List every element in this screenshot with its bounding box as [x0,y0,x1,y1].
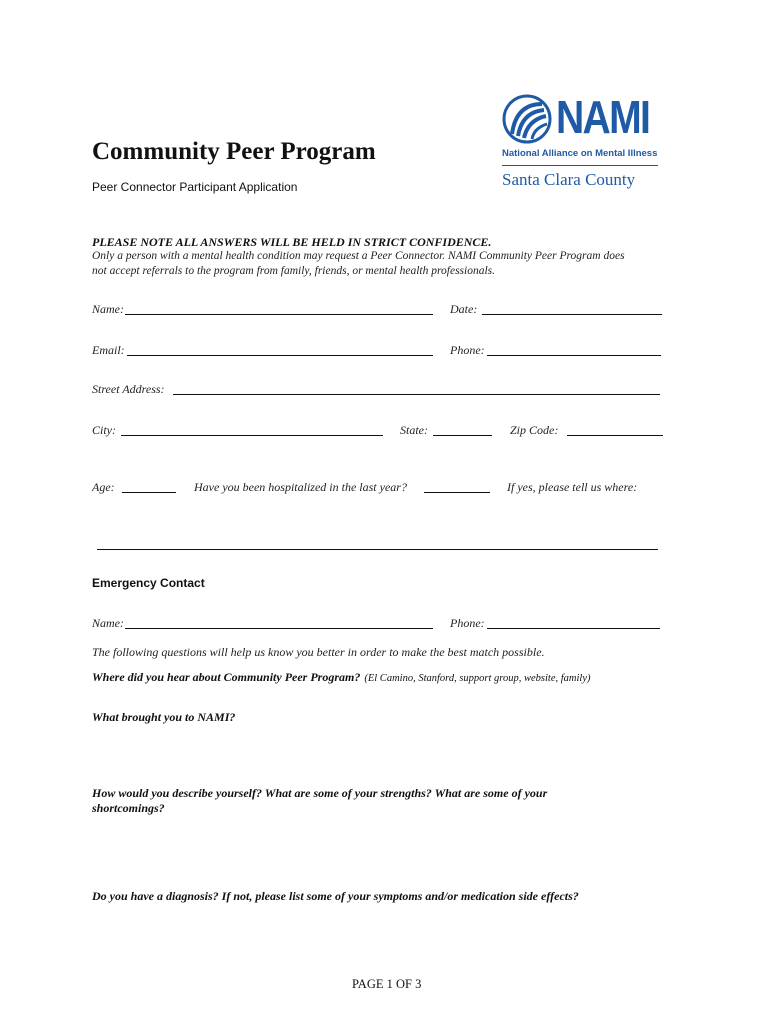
city-field[interactable] [121,435,383,436]
email-field[interactable] [127,355,433,356]
emergency-name-field[interactable] [125,628,433,629]
nami-region: Santa Clara County [502,170,636,189]
hospitalized-field[interactable] [424,492,490,493]
emergency-contact-heading: Emergency Contact [92,576,205,590]
emergency-name-label: Name: [92,616,124,630]
phone-label: Phone: [450,343,485,357]
zip-code-label: Zip Code: [510,423,559,437]
emergency-phone-label: Phone: [450,616,485,630]
hospital-location-label: If yes, please tell us where: [507,480,638,494]
question-diagnosis: Do you have a diagnosis? If not, please list some of your symptoms and/or medication side effects? [92,889,579,903]
question-describe-line-2: shortcomings? [92,801,165,815]
question-describe-line-1: How would you describe yourself? What are some of your strengths? What are some of your [92,786,548,800]
emergency-phone-field[interactable] [487,628,660,629]
age-label: Age: [92,480,115,494]
nami-swirl-icon [502,94,552,144]
question-hear-about-hint: (El Camino, Stanford, support group, website, family) [364,673,591,684]
date-label: Date: [450,302,478,316]
nami-tagline: National Alliance on Mental Illness [502,148,658,159]
date-field[interactable] [482,314,662,315]
hospitalized-label: Have you been hospitalized in the last year? [194,480,407,494]
state-field[interactable] [433,435,492,436]
nami-wordmark: NAMI [556,91,650,143]
notice-text-line-2: not accept referrals to the program from family, friends, or mental health professionals. [92,265,496,277]
notice-text-line-1: Only a person with a mental health condition may request a Peer Connector. NAMI Community Peer Program does [92,250,625,262]
zip-code-field[interactable] [567,435,663,436]
nami-logo [502,91,662,194]
age-field[interactable] [122,492,176,493]
logo-divider [502,165,658,166]
city-label: City: [92,423,116,437]
question-hear-about [92,668,591,686]
confidentiality-notice: PLEASE NOTE ALL ANSWERS WILL BE HELD IN STRICT CONFIDENCE. [92,235,492,249]
email-label: Email: [92,343,125,357]
name-field[interactable] [125,314,433,315]
question-hear-about-text: Where did you hear about Community Peer Program? [92,670,361,684]
street-address-label: Street Address: [92,382,165,396]
street-address-field[interactable] [173,394,660,395]
questions-intro: The following questions will help us know you better in order to make the best match possible. [92,645,545,659]
hospital-location-field[interactable] [97,549,658,550]
state-label: State: [400,423,428,437]
page-subtitle: Peer Connector Participant Application [92,180,298,194]
page-number: PAGE 1 OF 3 [352,977,422,991]
question-what-brought: What brought you to NAMI? [92,710,236,724]
name-label: Name: [92,302,124,316]
phone-field[interactable] [487,355,661,356]
page-title: Community Peer Program [92,138,376,165]
